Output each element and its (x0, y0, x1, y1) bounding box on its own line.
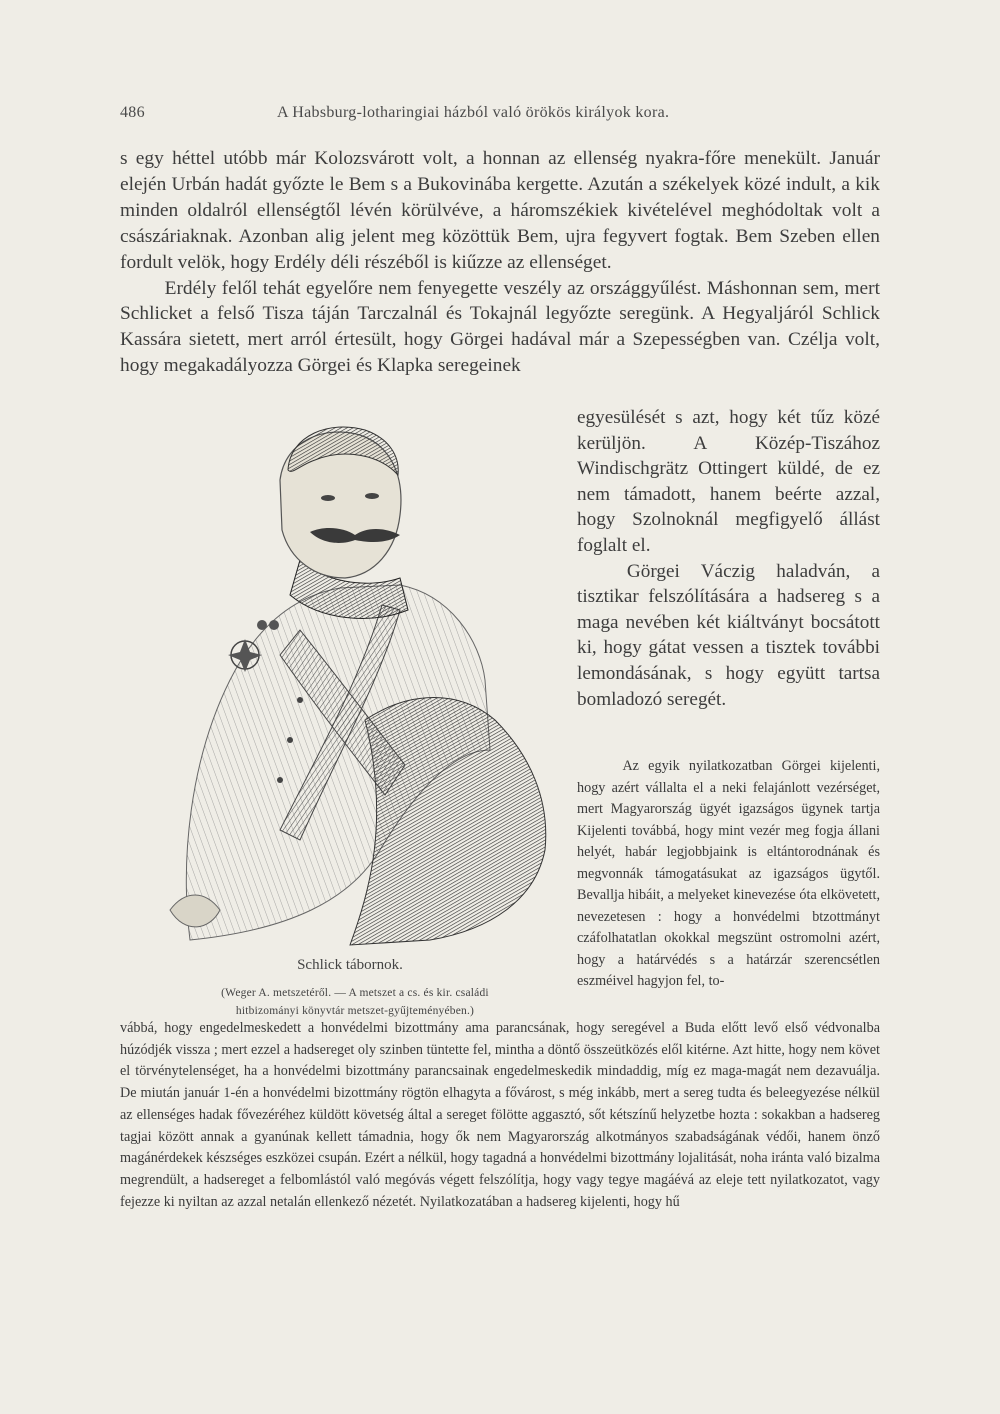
page-number: 486 (120, 104, 145, 121)
paragraph: egyesülését s azt, hogy két tűz közé kerüljön. A Közép-Tiszához Windischgrätz Ottingert küldé, de ez nem támadott, hanem beérte azzal, hogy Szolnoknál megfigyelő állást foglalt el. (577, 407, 880, 556)
small-text-column (577, 756, 880, 993)
paragraph: Az egyik nyilatkozatban Görgei kijelenti, hogy azért vállalta el a neki felajánlott vezérséget, mert Magyarország ügyét igazságos ügynek tartja Kijelenti továbbá, hogy mint vezér meg fogja állani helyét, habár legjobbjaink is eltántorodnának és megvonnák támogatásukat az igazságos ügytől. Bevallja hibáit, a melyeket kinevezése óta elkövetett, nevezetesen : hogy a honvédelmi btzottmányt czáfolhatatlan okokkal megszünt ostromolni azért, hogy a határvédés s a határzár szerencsétlen eszméivel hagyjon fel, to- (577, 758, 880, 989)
figure-caption-title: Schlick tábornok. (297, 957, 403, 973)
portrait-engraving (150, 420, 560, 950)
page-header (120, 104, 880, 128)
caption-credit-line: (Weger A. metszetéről. — A metszet a cs. és kir. családi (221, 987, 489, 999)
caption-credit-line: hitbizományi könyvtár metszet-gyűjteményében.) (235, 1005, 475, 1017)
body-text-column (577, 405, 880, 712)
small-text-full (120, 1018, 880, 1213)
running-title: A Habsburg-lotharingiai házból való örökös királyok kora. (277, 104, 670, 121)
paragraph: Erdély felől tehát egyelőre nem fenyegette veszély az országgyűlést. Máshonnan sem, mert Schlicket a felső Tisza táján Tarczalnál és Tokajnál legyőzte seregünk. A Hegyaljáról Schlick Kassára sietett, mert arról értesült, hogy Görgei hadával már a Szepességben van. Czélja volt, hogy megakadályozza Görgei és Klapka seregeinek (120, 277, 880, 377)
paragraph: s egy héttel utóbb már Kolozsvárott volt, a honnan az ellenség nyakra-főre menekült. Január elején Urbán hadát győzte le Bem s a Bukovinába kergette. Azután a székelyek közé indult, a kik minden oldalról ellenségtől lévén körülvéve, a háromszékiek kivételével meghódoltak volt a császáriaknak. Azonban alig jelent meg közöttük Bem, ujra fegyvert fogtak. Bem Szeben ellen fordult velök, hogy Erdély déli részéből is kiűzze az ellenséget. (120, 148, 880, 273)
paragraph: vábbá, hogy engedelmeskedett a honvédelmi bizottmány ama parancsának, hogy seregével a Buda előtt levő első védvonalba húzódjék vissza ; mert ezzel a hadsereget oly szinben tüntette fel, mintha a döntő összeütközés elől kitérne. Azt hitte, hogy nem követ el törvénytelenséget, ha a honvédelmi bizottmány parancsainak engedelmeskedik mindaddig, míg ez maga-magát nem dezavuálja. De miután január 1-én a honvédelmi bizottmány rögtön elhagyta a fővárost, s még inkább, mert a sereg tudta és beleegyezése nélkül az ellenséges hadak fővezéréhez küldött követség által a sereget fölötte aggasztó, sőt kétszínű helyzetbe hozta : sokakban a hadsereg tagjai között annak a gyanúnak kellett támadnia, hogy ők nem Magyarország alkotmányos szabadságának védői, hanem önző magánérdekek készséges eszközei csupán. Ezért a nélkül, hogy tagadná a honvédelmi bizottmány lojalitását, noha iránta való bizalma megrendült, a hadsereget a felbomlástól való megóvás végett felszólítja, hogy vagy tegye magáévá az eleje tett nyilatkozatot, vagy fejezze ki nyiltan az azzal netalán ellenkező nézetét. Nyilatkozatában a hadsereg kijelenti, hogy hű (120, 1020, 880, 1210)
paragraph: Görgei Váczig haladván, a tisztikar felszólítására a hadsereg s a maga nevében két kiáltványt bocsátott ki, hogy gátat vessen a tisztek további lemondásának, s hogy együtt tartsa bomladozó seregét. (577, 560, 880, 710)
body-text-top (120, 146, 880, 379)
figure-caption-credit (150, 984, 560, 1020)
